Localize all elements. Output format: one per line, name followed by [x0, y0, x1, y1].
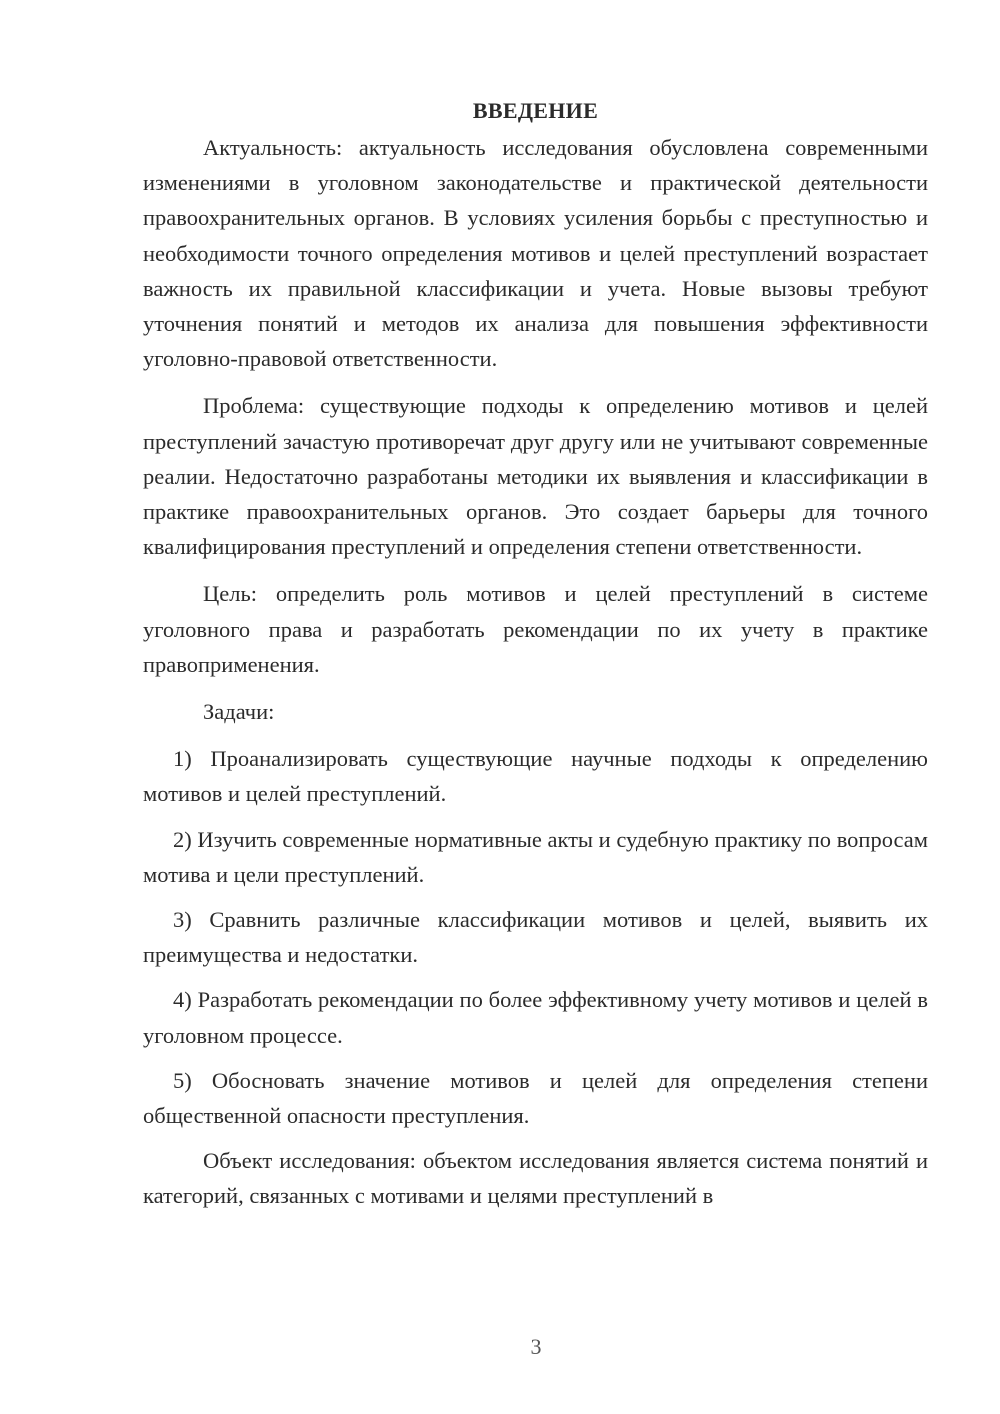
page-number: 3: [530, 1334, 542, 1359]
task-item-2: 2) Изучить современные нормативные акты и судебную практику по вопросам мотива и цели преступлений.: [143, 826, 928, 887]
tasks-heading: Задачи:: [203, 699, 275, 725]
page-title: ВВЕДЕНИЕ: [472, 98, 599, 123]
document-page: [143, 93, 928, 1214]
task-item-5: 5) Обосновать значение мотивов и целей для определения степени общественной опасности преступления.: [143, 1067, 928, 1129]
relevance-paragraph: Актуальность: актуальность исследования обусловлена современными изменениями в уголовном законодательстве и практической деятельности правоохранительных органов. В условиях усиления борьбы с преступностью и необходимости точного определения мотивов и целей преступлений возрастает важность их правильной классификации и учета. Новые вызовы требуют уточнения понятий и методов их анализа для повышения эффективности уголовно-правовой ответственности.: [143, 135, 928, 372]
problem-paragraph: Проблема: существующие подходы к определению мотивов и целей преступлений зачастую противоречат друг другу или не учитывают современные реалии. Недостаточно разработаны методики их выявления и классификации в практике правоохранительных органов. Это создает барьеры для точного квалифицирования преступлений и определения степени ответственности.: [143, 393, 928, 560]
task-item-3: 3) Сравнить различные классификации мотивов и целей, выявить их преимущества и недостатки.: [143, 907, 928, 968]
task-item-4: 4) Разработать рекомендации по более эффективному учету мотивов и целей в уголовном процессе.: [143, 987, 928, 1048]
task-item-1: 1) Проанализировать существующие научные подходы к определению мотивов и целей преступлений.: [143, 746, 928, 807]
goal-paragraph: Цель: определить роль мотивов и целей преступлений в системе уголовного права и разработать рекомендации по их учету в практике правоприменения.: [143, 581, 928, 677]
object-paragraph: Объект исследования: объектом исследования является система понятий и категорий, связанных с мотивами и целями преступлений в: [143, 1148, 928, 1209]
